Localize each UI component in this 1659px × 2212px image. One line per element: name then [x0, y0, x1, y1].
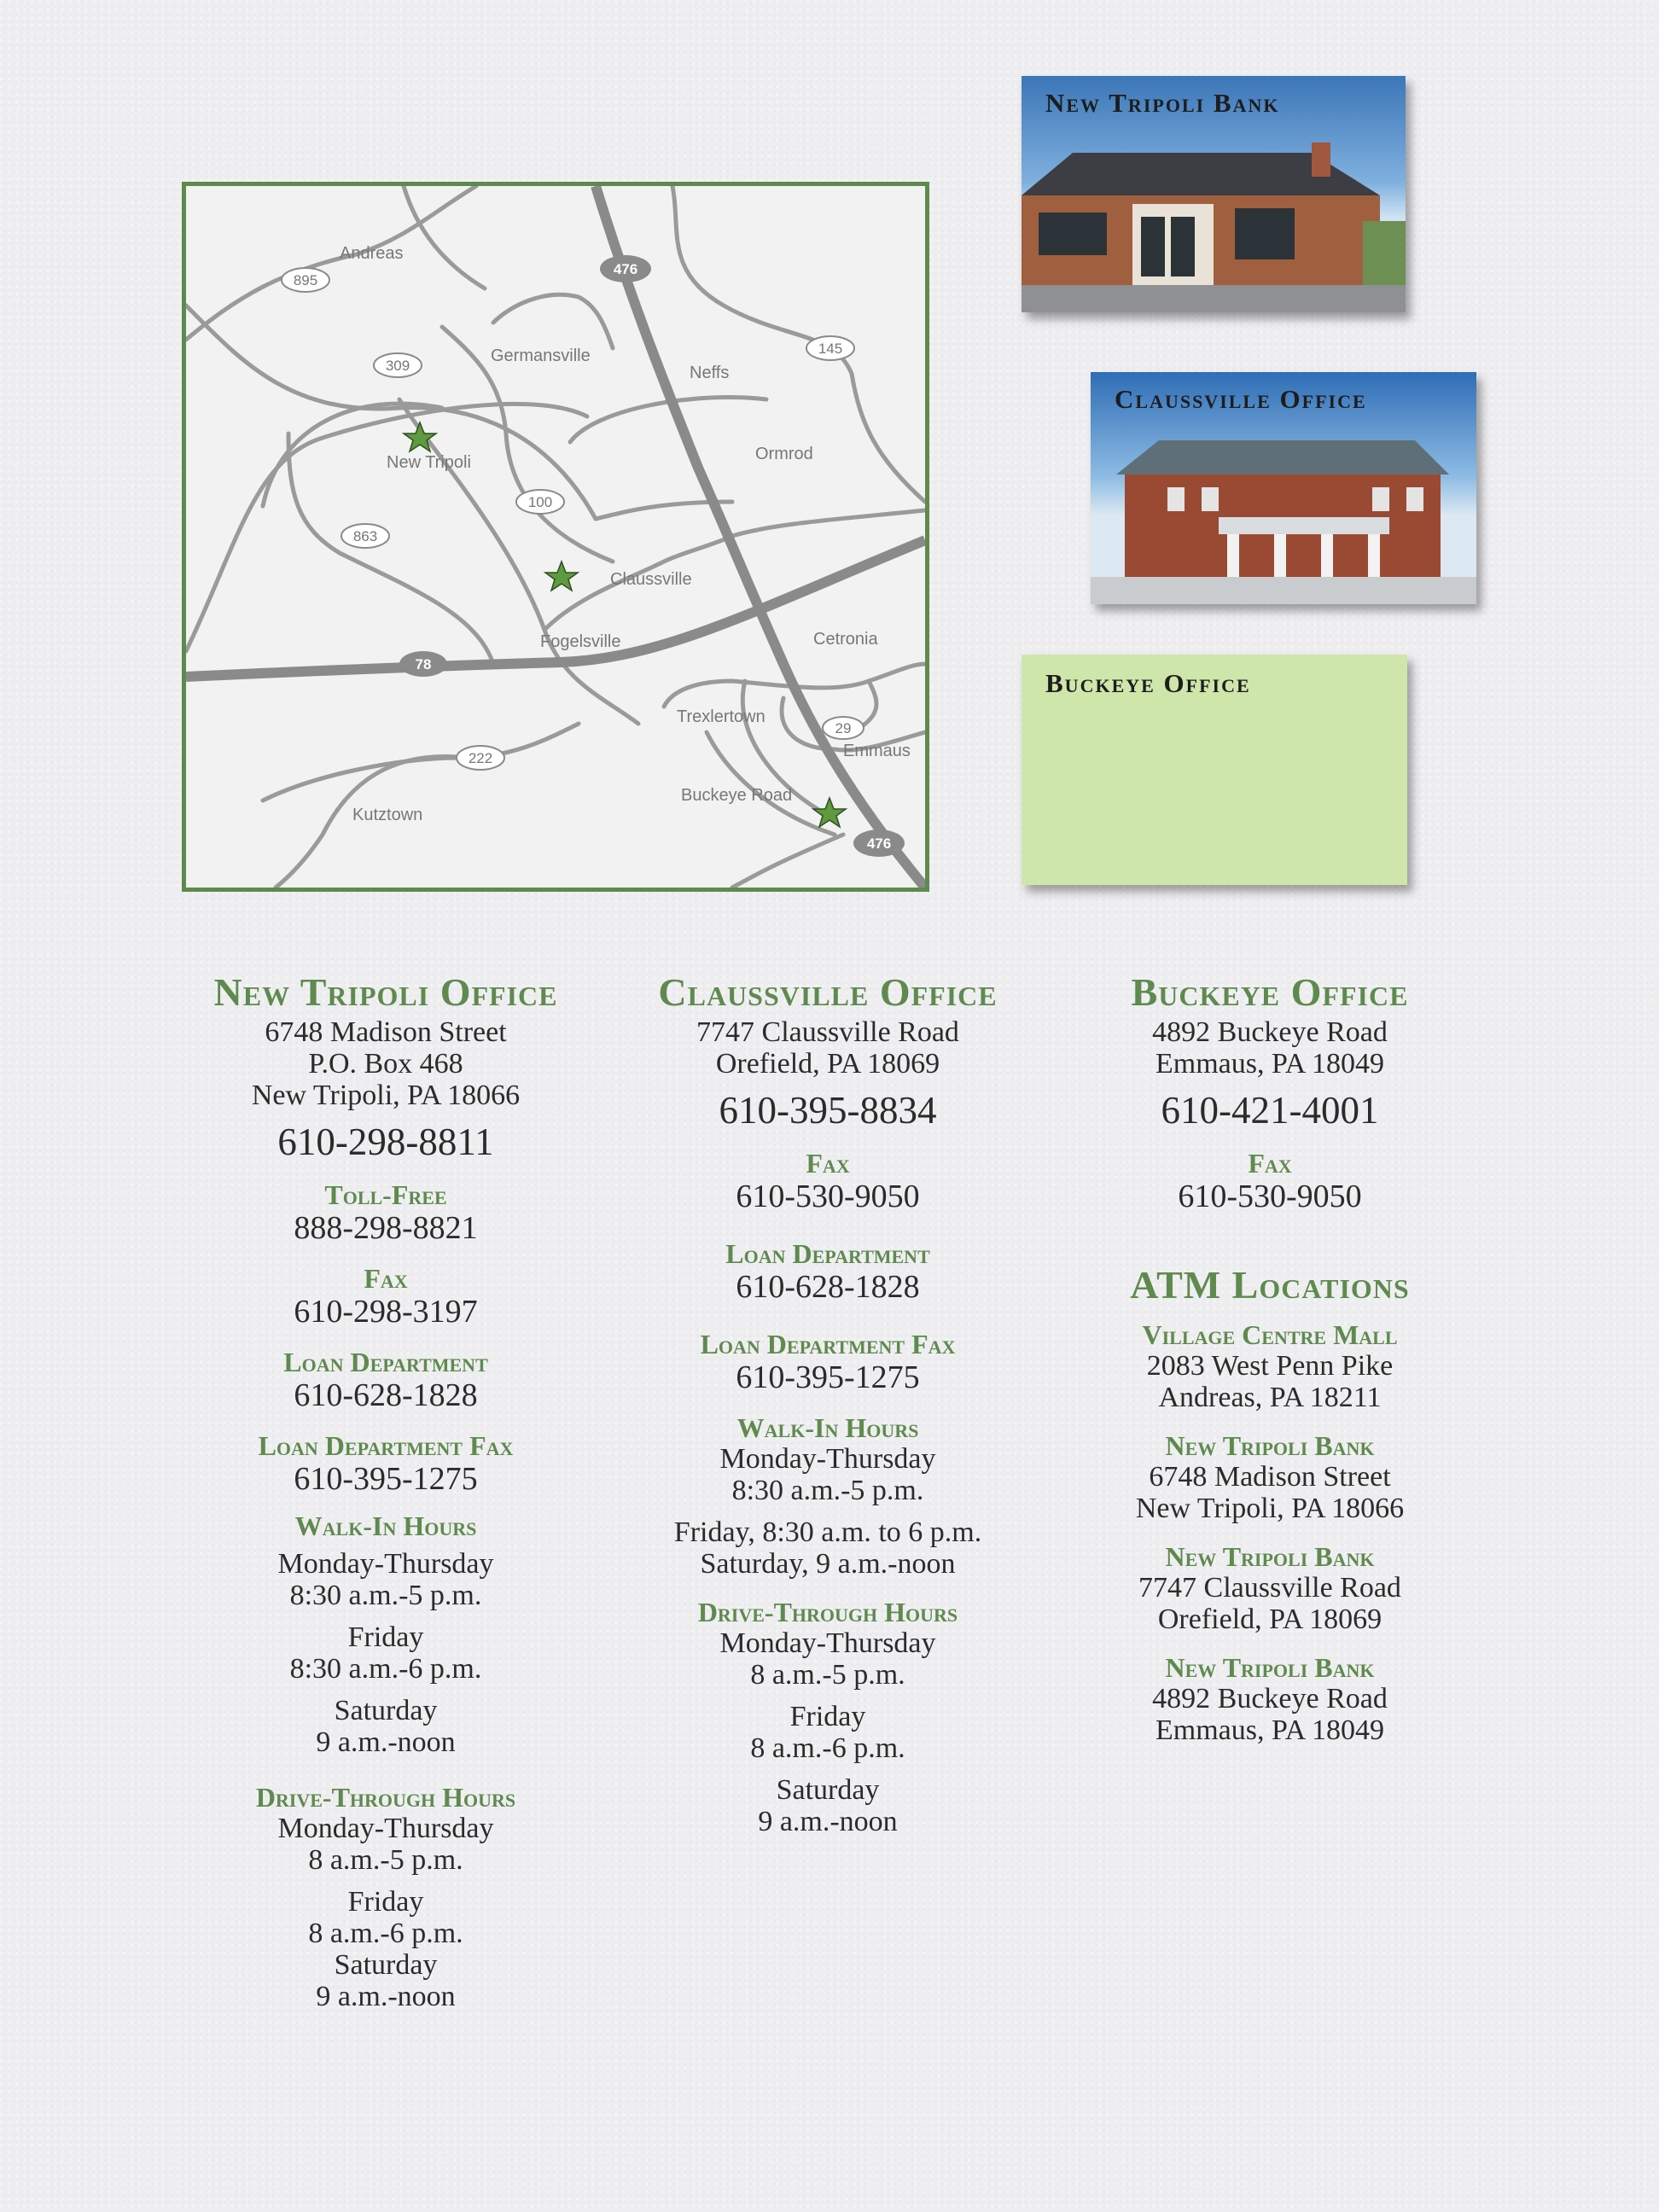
town-cetronia: Cetronia	[813, 630, 878, 649]
town-buckeye-road: Buckeye Road	[681, 786, 793, 805]
claussville-loan-label: Loan Department	[725, 1238, 930, 1269]
claussville-drive-saturday: Saturday	[776, 1774, 880, 1806]
buckeye-star-icon	[813, 798, 846, 827]
new-tripoli-loan-number[interactable]: 610-628-1828	[294, 1377, 478, 1413]
new-tripoli-tollfree-number[interactable]: 888-298-8821	[294, 1210, 478, 1246]
route-895-label: 895	[293, 272, 318, 288]
buckeye-address-city: Emmaus, PA 18049	[1155, 1048, 1384, 1080]
atm-new-tripoli-street: 6748 Madison Street	[1149, 1461, 1391, 1493]
claussville-office-photo	[1091, 372, 1476, 604]
claussville-fax-number: 610-530-9050	[736, 1179, 920, 1214]
new-tripoli-office-section	[188, 969, 584, 2012]
atm-locations-title: ATM Locations	[1130, 1263, 1410, 1307]
route-100-label: 100	[527, 494, 553, 510]
new-tripoli-photo-caption: New Tripoli Bank	[1045, 88, 1280, 118]
new-tripoli-walkin-label: Walk-In Hours	[294, 1511, 477, 1541]
new-tripoli-walkin-saturday: Saturday	[334, 1695, 438, 1726]
new-tripoli-address-street: 6748 Madison Street	[265, 1016, 507, 1048]
route-476-south-label: 476	[866, 835, 892, 852]
new-tripoli-walkin-friday: Friday	[347, 1621, 424, 1653]
route-78-label: 78	[415, 656, 432, 672]
claussville-walkin-days: Monday-Thursday	[719, 1443, 936, 1475]
new-tripoli-drive-hours: 8 a.m.-5 p.m.	[308, 1844, 463, 1876]
buckeye-photo-caption: Buckeye Office	[1045, 668, 1251, 698]
town-kutztown: Kutztown	[352, 806, 423, 824]
claussville-walkin-friday: Friday, 8:30 a.m. to 6 p.m.	[673, 1516, 982, 1548]
town-neffs: Neffs	[690, 364, 730, 382]
buckeye-address-street: 4892 Buckeye Road	[1152, 1016, 1388, 1048]
atm-new-tripoli-city: New Tripoli, PA 18066	[1135, 1493, 1405, 1524]
new-tripoli-bank-photo	[1022, 76, 1406, 312]
new-tripoli-loanfax-label: Loan Department Fax	[258, 1430, 514, 1461]
route-145-label: 145	[818, 341, 843, 357]
atm-claussville-label: New Tripoli Bank	[1165, 1541, 1375, 1572]
atm-claussville-city: Orefield, PA 18069	[1157, 1604, 1382, 1635]
atm-village-centre-label: Village Centre Mall	[1142, 1319, 1398, 1350]
new-tripoli-office-title: New Tripoli Office	[213, 970, 558, 1014]
buckeye-office-section	[1074, 969, 1466, 1746]
town-claussville: Claussville	[610, 570, 692, 589]
new-tripoli-walkin-friday-hours: 8:30 a.m.-6 p.m.	[289, 1653, 482, 1685]
claussville-star-icon	[545, 562, 578, 591]
buckeye-fax-label: Fax	[1248, 1148, 1292, 1179]
claussville-walkin-hours: 8:30 a.m.-5 p.m.	[731, 1475, 924, 1506]
buckeye-office-title: Buckeye Office	[1131, 970, 1409, 1014]
claussville-office-section	[632, 969, 1024, 1837]
new-tripoli-walkin-days: Monday-Thursday	[277, 1548, 494, 1580]
new-tripoli-loanfax-number: 610-395-1275	[294, 1461, 478, 1497]
claussville-walkin-label: Walk-In Hours	[736, 1412, 919, 1443]
new-tripoli-phone[interactable]: 610-298-8811	[277, 1121, 494, 1163]
claussville-address-street: 7747 Claussville Road	[696, 1016, 959, 1048]
town-new-tripoli: New Tripoli	[387, 453, 471, 472]
new-tripoli-address-city: New Tripoli, PA 18066	[251, 1080, 521, 1111]
new-tripoli-drive-saturday-hours: 9 a.m.-noon	[316, 1981, 456, 2012]
new-tripoli-loan-label: Loan Department	[283, 1347, 488, 1377]
claussville-photo-caption: Claussville Office	[1115, 384, 1367, 414]
claussville-phone[interactable]: 610-395-8834	[719, 1089, 937, 1132]
claussville-office-title: Claussville Office	[658, 970, 998, 1014]
route-476-label: 476	[613, 261, 638, 277]
new-tripoli-address-pobox: P.O. Box 468	[308, 1048, 463, 1080]
new-tripoli-drive-saturday: Saturday	[334, 1949, 438, 1981]
atm-village-centre-city: Andreas, PA 18211	[1158, 1382, 1382, 1413]
new-tripoli-walkin-saturday-hours: 9 a.m.-noon	[316, 1726, 456, 1758]
claussville-address-city: Orefield, PA 18069	[715, 1048, 940, 1080]
new-tripoli-drive-label: Drive-Through Hours	[255, 1782, 516, 1813]
atm-buckeye-city: Emmaus, PA 18049	[1155, 1714, 1384, 1746]
claussville-drive-label: Drive-Through Hours	[697, 1597, 958, 1627]
town-fogelsville: Fogelsville	[540, 632, 621, 651]
buckeye-office-photo	[1022, 655, 1407, 885]
claussville-drive-friday: Friday	[789, 1701, 866, 1732]
buckeye-fax-number: 610-530-9050	[1178, 1179, 1362, 1214]
town-emmaus: Emmaus	[843, 742, 911, 760]
route-222-label: 222	[468, 750, 493, 766]
new-tripoli-drive-friday: Friday	[347, 1886, 424, 1918]
new-tripoli-tollfree-label: Toll-Free	[324, 1179, 447, 1210]
atm-claussville-street: 7747 Claussville Road	[1138, 1572, 1401, 1604]
claussville-drive-saturday-hours: 9 a.m.-noon	[758, 1806, 898, 1837]
route-863-label: 863	[352, 528, 378, 544]
town-ormrod: Ormrod	[755, 445, 813, 463]
new-tripoli-drive-friday-hours: 8 a.m.-6 p.m.	[308, 1918, 463, 1949]
claussville-drive-friday-hours: 8 a.m.-6 p.m.	[750, 1732, 905, 1764]
route-309-label: 309	[385, 358, 410, 374]
buckeye-phone[interactable]: 610-421-4001	[1161, 1089, 1379, 1132]
atm-village-centre-street: 2083 West Penn Pike	[1146, 1350, 1394, 1382]
claussville-loanfax-label: Loan Department Fax	[700, 1329, 956, 1359]
claussville-drive-days: Monday-Thursday	[719, 1627, 936, 1659]
route-29-label: 29	[835, 720, 852, 736]
claussville-loanfax-number: 610-395-1275	[736, 1359, 920, 1395]
town-andreas: Andreas	[340, 244, 404, 263]
new-tripoli-fax-number: 610-298-3197	[294, 1294, 478, 1330]
town-germansville: Germansville	[491, 346, 591, 365]
claussville-fax-label: Fax	[806, 1148, 850, 1179]
claussville-walkin-saturday: Saturday, 9 a.m.-noon	[700, 1548, 956, 1580]
new-tripoli-drive-days: Monday-Thursday	[277, 1813, 494, 1844]
claussville-loan-number[interactable]: 610-628-1828	[736, 1269, 920, 1305]
location-map	[182, 182, 929, 892]
atm-new-tripoli-label: New Tripoli Bank	[1165, 1430, 1375, 1461]
map-graphic	[186, 186, 925, 888]
new-tripoli-walkin-hours: 8:30 a.m.-5 p.m.	[289, 1580, 482, 1611]
atm-buckeye-street: 4892 Buckeye Road	[1152, 1683, 1388, 1714]
atm-buckeye-label: New Tripoli Bank	[1165, 1652, 1375, 1683]
new-tripoli-fax-label: Fax	[364, 1263, 408, 1294]
claussville-drive-hours: 8 a.m.-5 p.m.	[750, 1659, 905, 1691]
town-trexlertown: Trexlertown	[677, 707, 765, 726]
